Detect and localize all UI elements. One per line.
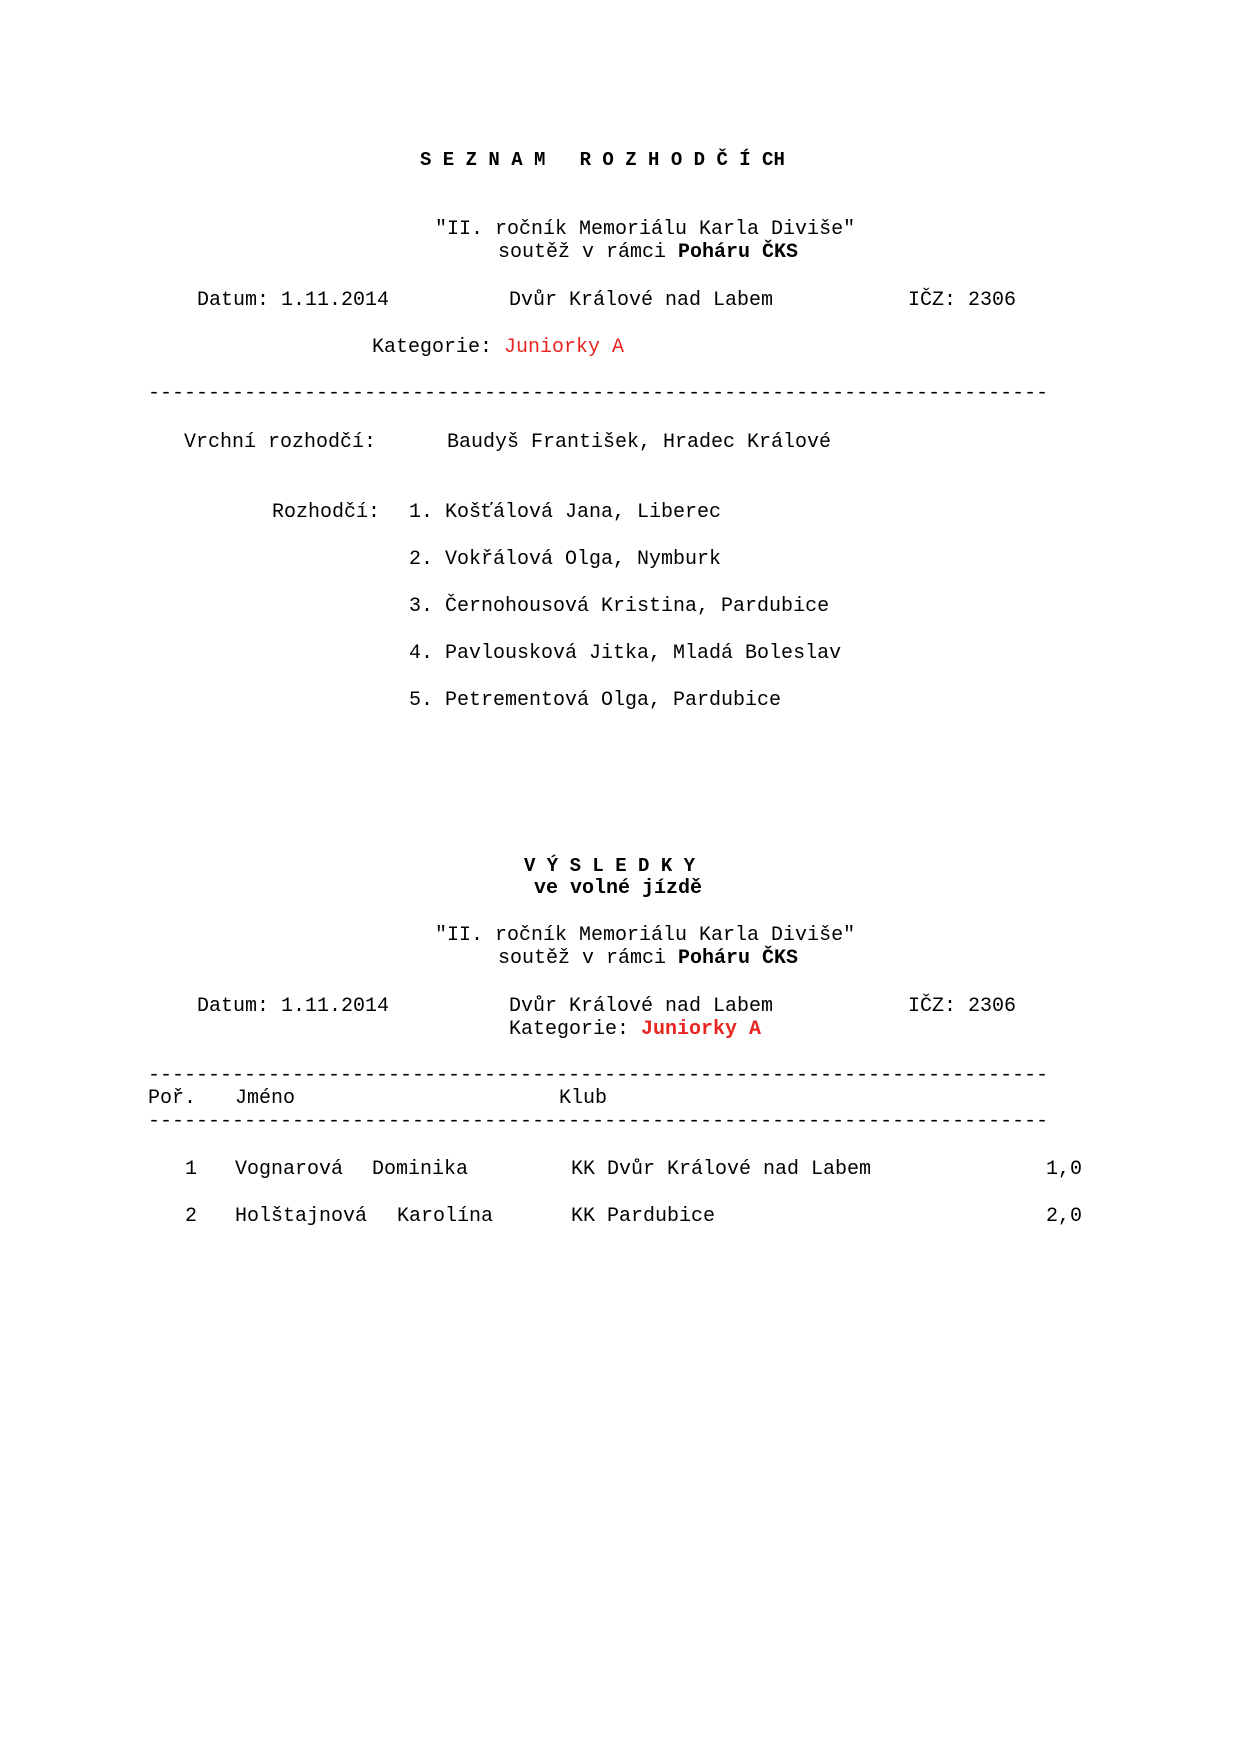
result-firstname: Karolína — [397, 1205, 494, 1228]
judge-item: 2. Vokřálová Olga, Nymburk — [409, 548, 722, 571]
results-event-context — [498, 947, 798, 971]
judge-item: 3. Černohousová Kristina, Pardubice — [409, 595, 830, 618]
results-icz: IČZ: 2306 — [908, 995, 1017, 1018]
event-context-prefix: soutěž v rámci — [498, 241, 679, 264]
cup-name: Poháru ČKS — [678, 241, 799, 264]
referees-category — [372, 336, 624, 360]
category-value: Juniorky A — [641, 1018, 762, 1041]
judge-item: 1. Košťálová Jana, Liberec — [409, 501, 722, 524]
judge-item: 4. Pavlousková Jitka, Mladá Boleslav — [409, 642, 842, 665]
result-score: 2,0 — [1045, 1205, 1082, 1228]
result-rank: 2 — [185, 1205, 198, 1228]
result-score: 1,0 — [1045, 1158, 1082, 1181]
referees-event-name: "II. ročník Memoriálu Karla Diviše" — [435, 218, 856, 241]
chief-referee-value: Baudyš František, Hradec Králové — [447, 431, 832, 454]
result-club: KK Pardubice — [571, 1205, 716, 1228]
judge-item: 5. Petrementová Olga, Pardubice — [409, 689, 782, 712]
referees-event-context — [498, 241, 798, 265]
divider: --------------------------------------------------------------------------- — [148, 1110, 1049, 1133]
event-context-prefix: soutěž v rámci — [498, 947, 679, 970]
column-header-name: Jméno — [235, 1087, 296, 1110]
referees-date: Datum: 1.11.2014 — [197, 289, 390, 312]
result-rank: 1 — [185, 1158, 198, 1181]
results-event-name: "II. ročník Memoriálu Karla Diviše" — [435, 924, 856, 947]
results-title: V Ý S L E D K Y — [524, 855, 696, 877]
category-label: Kategorie: — [509, 1018, 642, 1041]
category-label: Kategorie: — [372, 336, 505, 359]
divider: --------------------------------------------------------------------------- — [148, 382, 1049, 405]
results-place: Dvůr Králové nad Labem — [509, 995, 774, 1018]
category-value: Juniorky A — [504, 336, 625, 359]
results-date: Datum: 1.11.2014 — [197, 995, 390, 1018]
column-header-club: Klub — [559, 1087, 608, 1110]
results-subtitle: ve volné jízdě — [534, 877, 703, 900]
referees-place: Dvůr Králové nad Labem — [509, 289, 774, 312]
referees-icz: IČZ: 2306 — [908, 289, 1017, 312]
chief-referee-label: Vrchní rozhodčí: — [184, 431, 377, 454]
results-category — [509, 1018, 761, 1042]
result-surname: Vognarová — [235, 1158, 344, 1181]
divider: --------------------------------------------------------------------------- — [148, 1064, 1049, 1087]
column-header-rank: Poř. — [148, 1087, 197, 1110]
referees-title: S E Z N A M R O Z H O D Č Í CH — [420, 149, 785, 171]
judges-label: Rozhodčí: — [272, 501, 381, 524]
result-club: KK Dvůr Králové nad Labem — [571, 1158, 872, 1181]
result-surname: Holštajnová — [235, 1205, 368, 1228]
cup-name: Poháru ČKS — [678, 947, 799, 970]
result-firstname: Dominika — [372, 1158, 469, 1181]
